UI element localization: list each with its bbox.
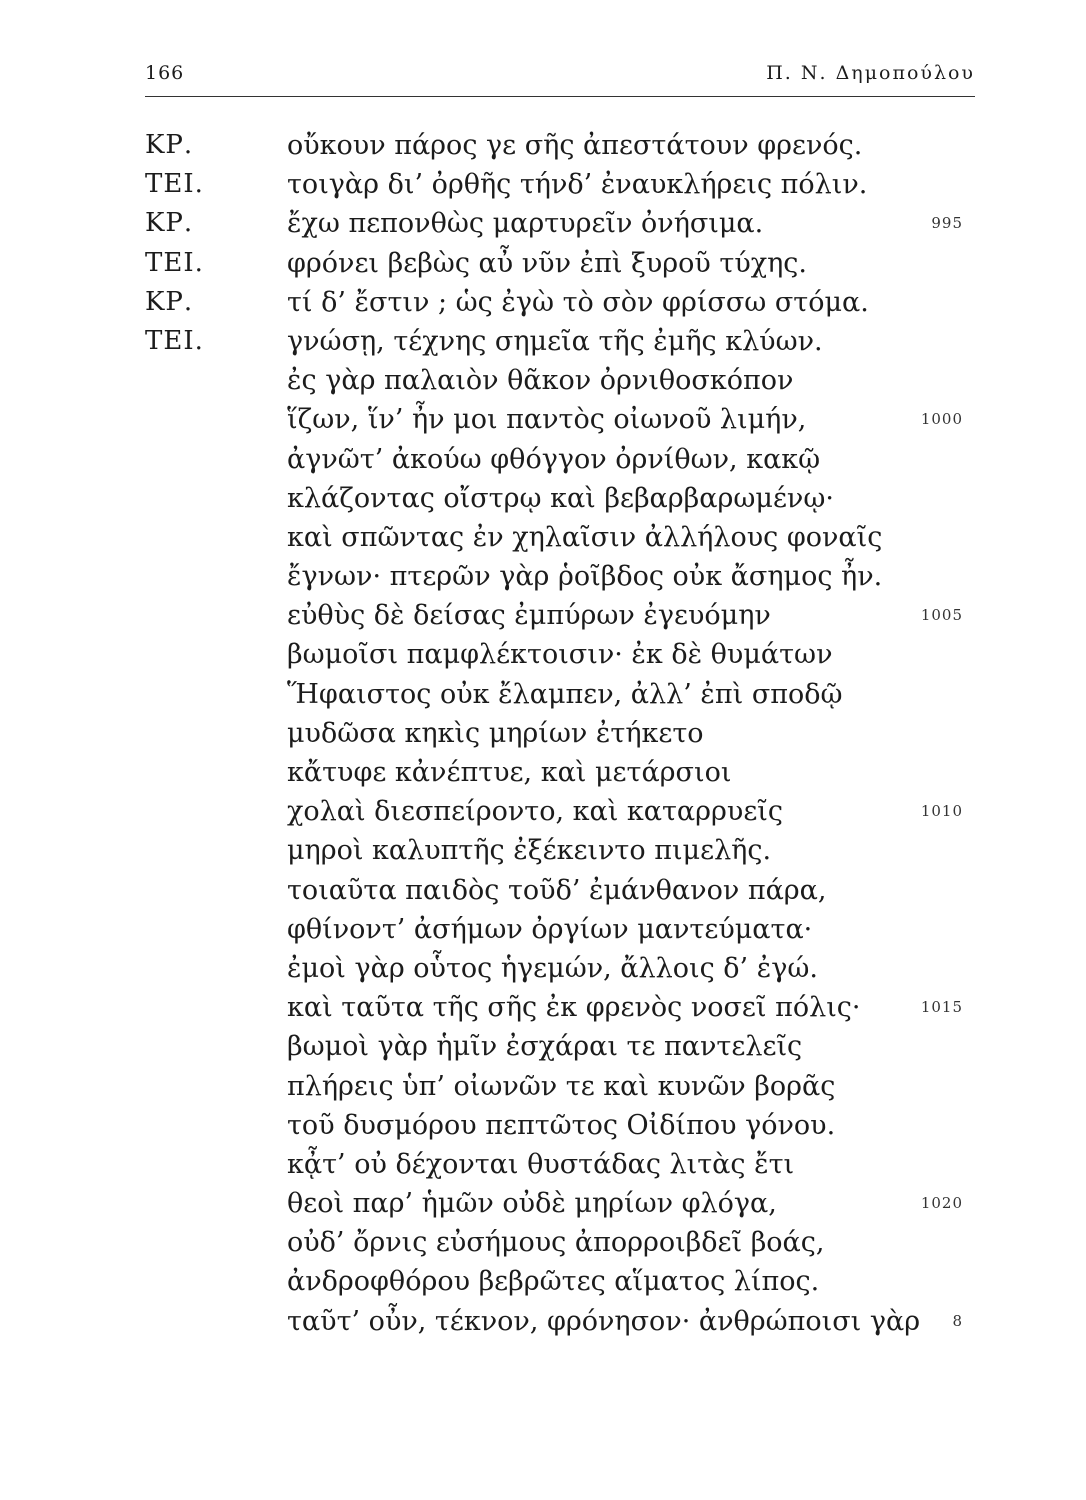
line-number: 1010 bbox=[920, 802, 963, 821]
verse-line bbox=[145, 400, 975, 439]
verse-text-line: καὶ σπῶντας ἐν χηλαῖσιν ἀλλήλους φοναῖς bbox=[287, 521, 883, 553]
header-rule bbox=[145, 96, 975, 97]
verse-text-line: τοῦ δυσμόρου πεπτῶτος Οἰδίπου γόνου. bbox=[287, 1109, 836, 1141]
verse-text-line: βωμοῖσι παμφλέκτοισιν· ἐκ δὲ θυμάτων bbox=[287, 639, 833, 671]
verse-text-line: ἔχω πεπονθὼς μαρτυρεῖν ὀνήσιμα. bbox=[287, 208, 764, 240]
verse-text-line: πλήρεις ὑπ’ οἰωνῶν τε καὶ κυνῶν βορᾶς bbox=[287, 1070, 836, 1102]
verse-line bbox=[145, 1067, 975, 1106]
speaker-label: ΤΕΙ. bbox=[145, 247, 204, 278]
verse-text-line: ἀγνῶτ’ ἀκούω φθόγγον ὀρνίθων, κακῷ bbox=[287, 443, 821, 475]
verse-line bbox=[145, 1106, 975, 1145]
verse-text-line: μηροὶ καλυπτῆς ἐξέκειντο πιμελῆς. bbox=[287, 835, 772, 867]
line-number: 1020 bbox=[920, 1194, 963, 1213]
verse-text bbox=[145, 126, 975, 1341]
verse-line bbox=[145, 792, 975, 831]
verse-line bbox=[145, 910, 975, 949]
speaker-label: ΚΡ. bbox=[145, 208, 194, 239]
verse-text-line: γνώσῃ, τέχνης σημεῖα τῆς ἐμῆς κλύων. bbox=[287, 325, 823, 357]
verse-line bbox=[145, 714, 975, 753]
line-number: 1000 bbox=[920, 410, 963, 429]
page-header bbox=[145, 62, 975, 92]
verse-text-line: κλάζοντας οἴστρῳ καὶ βεβαρβαρωμένῳ· bbox=[287, 482, 834, 514]
verse-line bbox=[145, 204, 975, 243]
verse-line bbox=[145, 283, 975, 322]
verse-line bbox=[145, 440, 975, 479]
verse-line bbox=[145, 1223, 975, 1262]
line-number: 995 bbox=[931, 214, 963, 233]
verse-line bbox=[145, 675, 975, 714]
verse-text-line: βωμοὶ γὰρ ἡμῖν ἐσχάραι τε παντελεῖς bbox=[287, 1031, 803, 1063]
verse-text-line: ἀνδροφθόρου βεβρῶτες αἵματος λίπος. bbox=[287, 1266, 820, 1298]
verse-line bbox=[145, 126, 975, 165]
verse-line bbox=[145, 165, 975, 204]
verse-text-line: ταῦτ’ οὖν, τέκνον, φρόνησον· ἀνθρώποισι γὰρ bbox=[287, 1305, 921, 1337]
verse-line bbox=[145, 244, 975, 283]
running-head: Π. Ν. Δημοπούλου bbox=[766, 62, 975, 84]
verse-line bbox=[145, 635, 975, 674]
verse-line bbox=[145, 831, 975, 870]
verse-line bbox=[145, 753, 975, 792]
verse-text-line: κᾆτ’ οὐ δέχονται θυστάδας λιτὰς ἔτι bbox=[287, 1148, 795, 1180]
verse-line bbox=[145, 557, 975, 596]
verse-text-line: ἐμοὶ γὰρ οὗτος ἡγεμών, ἄλλοις δ’ ἐγώ. bbox=[287, 952, 818, 984]
verse-line bbox=[145, 361, 975, 400]
verse-line bbox=[145, 1027, 975, 1066]
verse-line bbox=[145, 1184, 975, 1223]
line-number: 1005 bbox=[920, 606, 963, 625]
verse-text-line: καὶ ταῦτα τῆς σῆς ἐκ φρενὸς νοσεῖ πόλις· bbox=[287, 992, 861, 1024]
speaker-label: ΤΕΙ. bbox=[145, 325, 204, 356]
verse-line bbox=[145, 518, 975, 557]
verse-line bbox=[145, 949, 975, 988]
verse-line bbox=[145, 322, 975, 361]
verse-text-line: τί δ’ ἔστιν ; ὡς ἐγὼ τὸ σὸν φρίσσω στόμα. bbox=[287, 286, 869, 318]
page-number: 166 bbox=[145, 62, 185, 84]
verse-text-line: Ἥφαιστος οὐκ ἔλαμπεν, ἀλλ’ ἐπὶ σποδῷ bbox=[287, 678, 843, 710]
verse-text-line: ἐς γὰρ παλαιὸν θᾶκον ὀρνιθοσκόπον bbox=[287, 365, 794, 397]
verse-text-line: ἵζων, ἵν’ ἦν μοι παντὸς οἰωνοῦ λιμήν, bbox=[287, 404, 807, 436]
verse-text-line: τοιγὰρ δι’ ὀρθῆς τήνδ’ ἐναυκλήρεις πόλιν. bbox=[287, 169, 868, 201]
speaker-label: ΤΕΙ. bbox=[145, 169, 204, 200]
verse-text-line: ἔγνων· πτερῶν γὰρ ῥοῖβδος οὐκ ἄσημος ἦν. bbox=[287, 561, 883, 593]
verse-text-line: κἄτυφε κἀνέπτυε, καὶ μετάρσιοι bbox=[287, 757, 732, 788]
verse-line bbox=[145, 988, 975, 1027]
verse-line bbox=[145, 1145, 975, 1184]
line-number: 1015 bbox=[920, 998, 963, 1017]
verse-text-line: οὔκουν πάρος γε σῆς ἀπεστάτουν φρενός. bbox=[287, 130, 863, 161]
verse-text-line: φθίνοντ’ ἀσήμων ὀργίων μαντεύματα· bbox=[287, 913, 813, 945]
verse-line bbox=[145, 596, 975, 635]
verse-line bbox=[145, 1262, 975, 1301]
verse-text-line: τοιαῦτα παιδὸς τοῦδ’ ἐμάνθανον πάρα, bbox=[287, 874, 827, 906]
verse-text-line: οὐδ’ ὄρνις εὐσήμους ἀπορροιβδεῖ βοάς, bbox=[287, 1227, 825, 1259]
verse-line bbox=[145, 479, 975, 518]
verse-line bbox=[145, 871, 975, 910]
line-number: 8 bbox=[952, 1311, 963, 1330]
verse-text-line: χολαὶ διεσπείροντο, καὶ καταρρυεῖς bbox=[287, 796, 784, 828]
verse-text-line: εὐθὺς δὲ δείσας ἐμπύρων ἐγευόμην bbox=[287, 600, 771, 632]
verse-text-line: φρόνει βεβὼς αὖ νῦν ἐπὶ ξυροῦ τύχης. bbox=[287, 247, 807, 279]
verse-text-line: μυδῶσα κηκὶς μηρίων ἐτήκετο bbox=[287, 717, 704, 749]
speaker-label: ΚΡ. bbox=[145, 286, 194, 317]
verse-line bbox=[145, 1302, 975, 1341]
speaker-label: ΚΡ. bbox=[145, 130, 194, 160]
verse-text-line: θεοὶ παρ’ ἡμῶν οὐδὲ μηρίων φλόγα, bbox=[287, 1188, 777, 1220]
